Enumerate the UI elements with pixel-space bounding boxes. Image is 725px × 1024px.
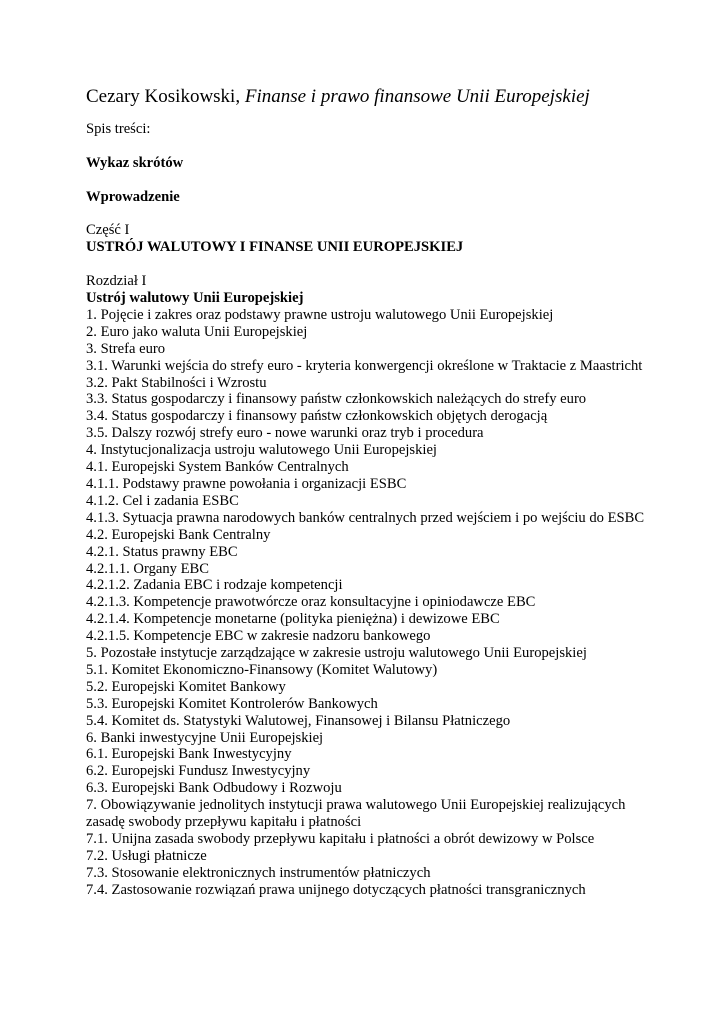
toc-entry: 4.1.1. Podstawy prawne powołania i organizacji ESBC	[86, 475, 407, 492]
toc-entry: 3. Strefa euro	[86, 340, 166, 357]
page-title	[86, 86, 590, 108]
toc-entry: 6.1. Europejski Bank Inwestycyjny	[86, 746, 292, 763]
toc-entry: 3.2. Pakt Stabilności i Wzrostu	[86, 374, 267, 391]
toc-entry: 5. Pozostałe instytucje zarządzające w zakresie ustroju walutowego Unii Europejskiej	[86, 645, 587, 662]
toc-entry: 4.2.1.2. Zadania EBC i rodzaje kompetencji	[86, 577, 343, 594]
toc-entry: 7.4. Zastosowanie rozwiązań prawa unijnego dotyczących płatności transgranicznych	[86, 881, 586, 898]
part-title: USTRÓJ WALUTOWY I FINANSE UNII EUROPEJSKIEJ	[86, 239, 464, 255]
toc-entry: 5.1. Komitet Ekonomiczno-Finansowy (Komitet Walutowy)	[86, 661, 438, 678]
toc-entry: 4.2.1.4. Kompetencje monetarne (polityka pieniężna) i dewizowe EBC	[86, 611, 500, 628]
toc-entry: 5.4. Komitet ds. Statystyki Walutowej, Finansowej i Bilansu Płatniczego	[86, 712, 511, 729]
toc-entry: 5.3. Europejski Komitet Kontrolerów Bankowych	[86, 695, 378, 712]
toc-entry: 4. Instytucjonalizacja ustroju walutowego Unii Europejskiej	[86, 442, 437, 459]
author-name: Cezary Kosikowski,	[86, 86, 245, 107]
toc-label: Spis treści:	[86, 121, 151, 137]
toc-entry: 4.1. Europejski System Banków Centralnych	[86, 459, 349, 476]
toc-entry: 6.3. Europejski Bank Odbudowy i Rozwoju	[86, 780, 342, 797]
toc-entry: 6. Banki inwestycyjne Unii Europejskiej	[86, 729, 324, 746]
toc-entry: 4.2.1.1. Organy EBC	[86, 560, 209, 577]
chapter-title: Ustrój walutowy Unii Europejskiej	[86, 290, 304, 306]
chapter-contents	[86, 290, 646, 899]
toc-entry: 7.2. Usługi płatnicze	[86, 847, 207, 864]
toc-entry: 4.2.1.3. Kompetencje prawotwórcze oraz konsultacyjne i opiniodawcze EBC	[86, 594, 536, 611]
toc-entry: 7.1. Unijna zasada swobody przepływu kapitału i płatności a obrót dewizowy w Polsce	[86, 831, 595, 847]
toc-entry: 4.1.2. Cel i zadania ESBC	[86, 492, 239, 509]
abbreviations-heading: Wykaz skrótów	[86, 155, 184, 171]
toc-entry: 4.1.3. Sytuacja prawna narodowych banków centralnych przed wejściem i po wejściu do ESBC	[86, 509, 645, 526]
toc-entry: 2. Euro jako waluta Unii Europejskiej	[86, 323, 308, 340]
toc-entry: 3.1. Warunki wejścia do strefy euro - kryteria konwergencji określone w Traktacie z Maastricht	[86, 357, 643, 374]
toc-entry: 7. Obowiązywanie jednolitych instytucji prawa walutowego Unii Europejskiej realizujących zasadę swobody przepływu kapitału i płatności	[86, 797, 626, 831]
toc-entry: 5.2. Europejski Komitet Bankowy	[86, 678, 286, 695]
part-label: Część I	[86, 222, 130, 238]
toc-entry: 4.2.1.5. Kompetencje EBC w zakresie nadzoru bankowego	[86, 628, 431, 645]
introduction-heading: Wprowadzenie	[86, 189, 180, 205]
book-title: Finanse i prawo finansowe Unii Europejskiej	[244, 86, 590, 107]
toc-entry: 1. Pojęcie i zakres oraz podstawy prawne ustroju walutowego Unii Europejskiej	[86, 306, 554, 323]
chapter-label: Rozdział I	[86, 273, 147, 289]
toc-entry: 4.2. Europejski Bank Centralny	[86, 526, 271, 543]
toc-entry: 3.5. Dalszy rozwój strefy euro - nowe warunki oraz tryb i procedura	[86, 425, 484, 442]
toc-entry: 6.2. Europejski Fundusz Inwestycyjny	[86, 763, 311, 780]
toc-entry: 4.2.1. Status prawny EBC	[86, 543, 238, 560]
toc-entry: 3.4. Status gospodarczy i finansowy państw członkowskich objętych derogacją	[86, 408, 548, 425]
toc-entry: 3.3. Status gospodarczy i finansowy państw członkowskich należących do strefy euro	[86, 391, 587, 408]
toc-entry: 7.3. Stosowanie elektronicznych instrumentów płatniczych	[86, 864, 431, 881]
